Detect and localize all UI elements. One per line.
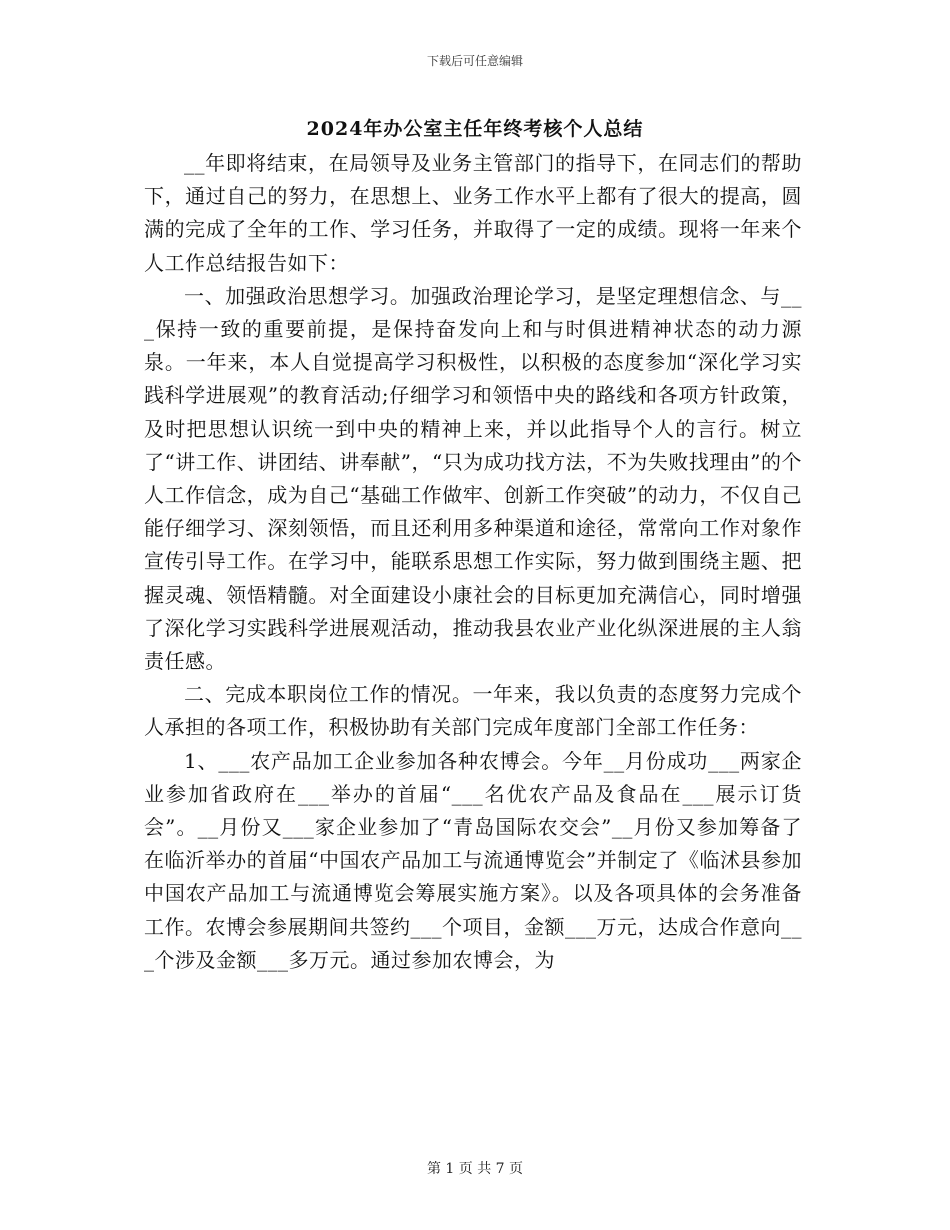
paragraph-intro: __年即将结束，在局领导及业务主管部门的指导下，在同志们的帮助下，通过自己的努力，在思想上、业务工作水平上都有了很大的提高，圆满的完成了全年的工作、学习任务，并取得了一定的成绩。现将一年来个人工作总结报告如下：	[144, 151, 802, 275]
paragraph-job-duties: 二、完成本职岗位工作的情况。一年来，我以负责的态度努力完成个人承担的各项工作，积极协助有关部门完成年度部门全部工作任务：	[144, 682, 802, 740]
paragraph-agri-expo: 1、___农产品加工企业参加各种农博会。今年__月份成功___两家企业参加省政府在___举办的首届“___名优农产品及食品在___展示订货会”。__月份又___家企业参加了“青岛国际农交会”__月份又参加筹备了在临沂举办的首届“中国农产品加工与流通博览会”并制定了《临沭县参加中国农产品加工与流通博览会筹展实施方案》。以及各项具体的会务准备工作。农博会参展期间共签约___个项目，金额___万元，达成合作意向___个涉及金额___多万元。通过参加农博会，为	[144, 748, 802, 972]
paragraph-political-study: 一、加强政治思想学习。加强政治理论学习，是坚定理想信念、与___保持一致的重要前提，是保持奋发向上和与时俱进精神状态的动力源泉。一年来，本人自觉提高学习积极性，以积极的态度参加“深化学习实践科学进展观”的教育活动;仔细学习和领悟中央的路线和各项方针政策，及时把思想认识统一到中央的精神上来，并以此指导个人的言行。树立了“讲工作、讲团结、讲奉献”，“只为成功找方法，不为失败找理由”的个人工作信念，成为自己“基础工作做牢、创新工作突破”的动力，不仅自己能仔细学习、深刻领悟，而且还利用多种渠道和途径，常常向工作对象作宣传引导工作。在学习中，能联系思想工作实际，努力做到围绕主题、把握灵魂、领悟精髓。对全面建设小康社会的目标更加充满信心，同时增强了深化学习实践科学进展观活动，推动我县农业产业化纵深进展的主人翁责任感。	[144, 283, 802, 674]
header-note: 下载后可任意编辑	[426, 54, 523, 68]
document-title: 2024年办公室主任年终考核个人总结	[306, 118, 644, 140]
document-body	[144, 147, 802, 977]
page-number-footer: 第 1 页 共 7 页	[426, 1161, 524, 1177]
